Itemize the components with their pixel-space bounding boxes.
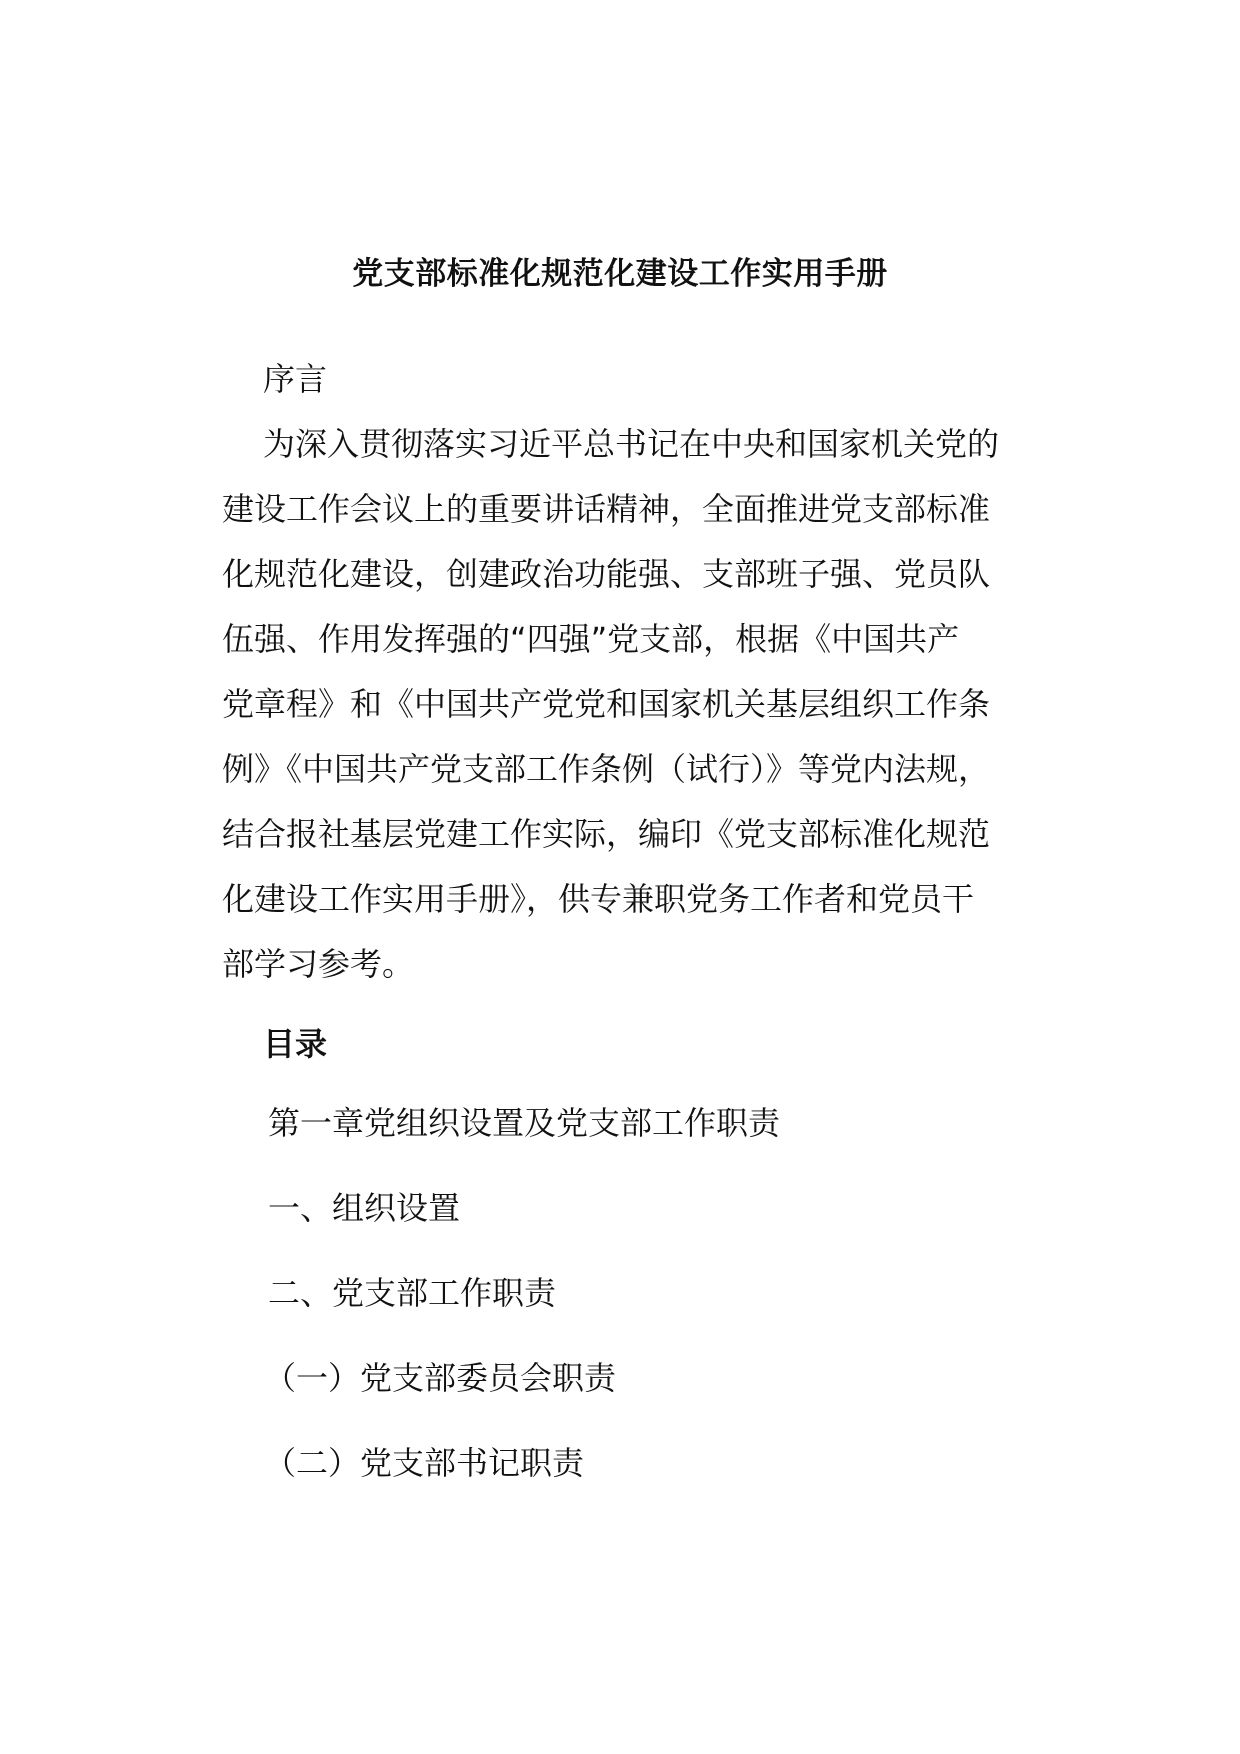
toc-item: 第一章党组织设置及党支部工作职责 <box>268 1104 781 1142</box>
preface-line: 党章程》和《中国共产党党和国家机关基层组织工作条 <box>222 685 991 723</box>
preface-line: 部学习参考。 <box>222 945 415 983</box>
preface-line: 建设工作会议上的重要讲话精神，全面推进党支部标准 <box>222 490 991 528</box>
toc-heading: 目录 <box>263 1025 328 1063</box>
preface-line: 化建设工作实用手册》，供专兼职党务工作者和党员干 <box>222 880 975 918</box>
toc-item: 一、组织设置 <box>268 1189 461 1227</box>
preface-line: 结合报社基层党建工作实际，编印《党支部标准化规范 <box>222 815 991 853</box>
preface-line: 化规范化建设，创建政治功能强、支部班子强、党员队 <box>222 555 991 593</box>
toc-item: 二、党支部工作职责 <box>268 1274 557 1312</box>
preface-line: 伍强、作用发挥强的“四强”党支部，根据《中国共产 <box>222 620 960 658</box>
preface-line: 为深入贯彻落实习近平总书记在中央和国家机关党的 <box>263 425 1000 463</box>
preface-line: 例》《中国共产党支部工作条例（试行）》等党内法规， <box>222 750 991 788</box>
document-title: 党支部标准化规范化建设工作实用手册 <box>352 256 888 292</box>
toc-item: （二）党支部书记职责 <box>264 1444 585 1482</box>
toc-item: （一）党支部委员会职责 <box>264 1359 617 1397</box>
preface-heading: 序言 <box>263 360 328 398</box>
